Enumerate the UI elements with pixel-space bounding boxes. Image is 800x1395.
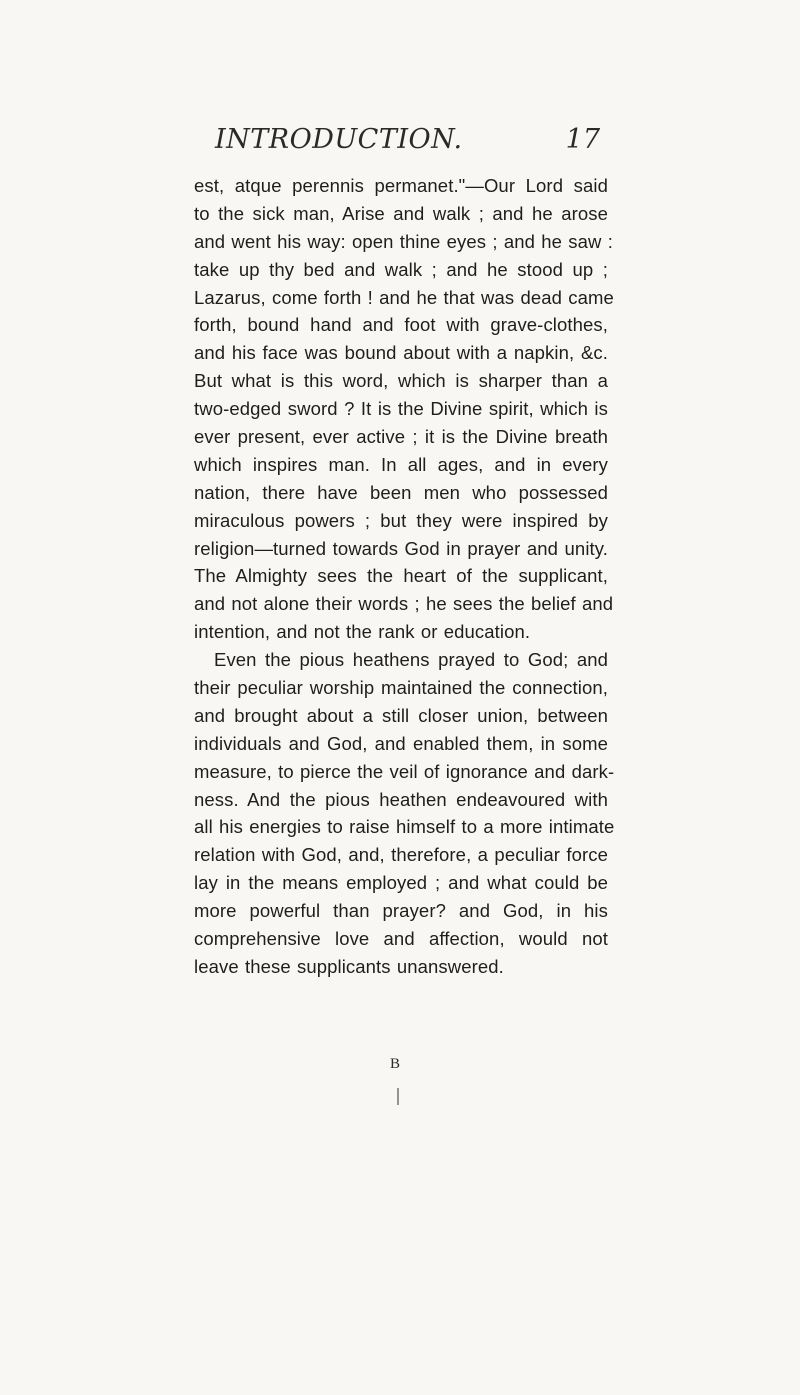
text-line: leave these supplicants unanswered. bbox=[194, 955, 504, 977]
text-line: lay in the means employed ; and what could be bbox=[194, 872, 608, 894]
body-text bbox=[194, 172, 615, 981]
text-line: But what is this word, which is sharper than a bbox=[194, 370, 608, 392]
text-line: which inspires man. In all ages, and in every bbox=[194, 453, 608, 475]
text-line: Lazarus, come forth ! and he that was dead came bbox=[194, 286, 614, 308]
text-line: individuals and God, and enabled them, in some bbox=[194, 732, 608, 754]
text-line: nation, there have been men who possessed bbox=[194, 481, 608, 503]
text-line: forth, bound hand and foot with grave-clothes, bbox=[194, 314, 608, 336]
text-line: relation with God, and, therefore, a peculiar force bbox=[194, 844, 608, 866]
text-line: and not alone their words ; he sees the belief and bbox=[194, 593, 614, 615]
page-number: 17 bbox=[565, 124, 600, 155]
paragraph-start-line: Even the pious heathens prayed to God; and bbox=[214, 649, 608, 671]
text-line: comprehensive love and affection, would not bbox=[194, 928, 608, 950]
text-line: more powerful than prayer? and God, in his bbox=[194, 900, 608, 922]
text-line: to the sick man, Arise and walk ; and he arose bbox=[194, 202, 608, 224]
running-header bbox=[215, 124, 600, 164]
text-line: ness. And the pious heathen endeavoured with bbox=[194, 788, 608, 810]
text-line: all his energies to raise himself to a more intimate bbox=[194, 816, 615, 838]
text-line: The Almighty sees the heart of the supplicant, bbox=[194, 565, 608, 587]
text-line: miraculous powers ; but they were inspired by bbox=[194, 509, 608, 531]
text-line: and his face was bound about with a napkin, &c. bbox=[194, 342, 608, 364]
chapter-title: INTRODUCTION. bbox=[215, 124, 463, 155]
text-line: two-edged sword ? It is the Divine spirit, which is bbox=[194, 398, 608, 420]
text-line: their peculiar worship maintained the connection, bbox=[194, 677, 608, 699]
printer-mark bbox=[397, 1088, 399, 1105]
text-line: intention, and not the rank or education. bbox=[194, 621, 531, 643]
text-line: measure, to pierce the veil of ignorance and dark- bbox=[194, 760, 615, 782]
text-line: and went his way: open thine eyes ; and he saw : bbox=[194, 230, 613, 252]
signature-mark: B bbox=[390, 1056, 401, 1072]
text-line: est, atque perennis permanet."—Our Lord said bbox=[194, 175, 608, 196]
text-line: and brought about a still closer union, between bbox=[194, 704, 608, 726]
text-line: ever present, ever active ; it is the Divine breath bbox=[194, 426, 608, 448]
text-line: religion—turned towards God in prayer and unity. bbox=[194, 537, 608, 559]
text-line: take up thy bed and walk ; and he stood up ; bbox=[194, 258, 608, 280]
